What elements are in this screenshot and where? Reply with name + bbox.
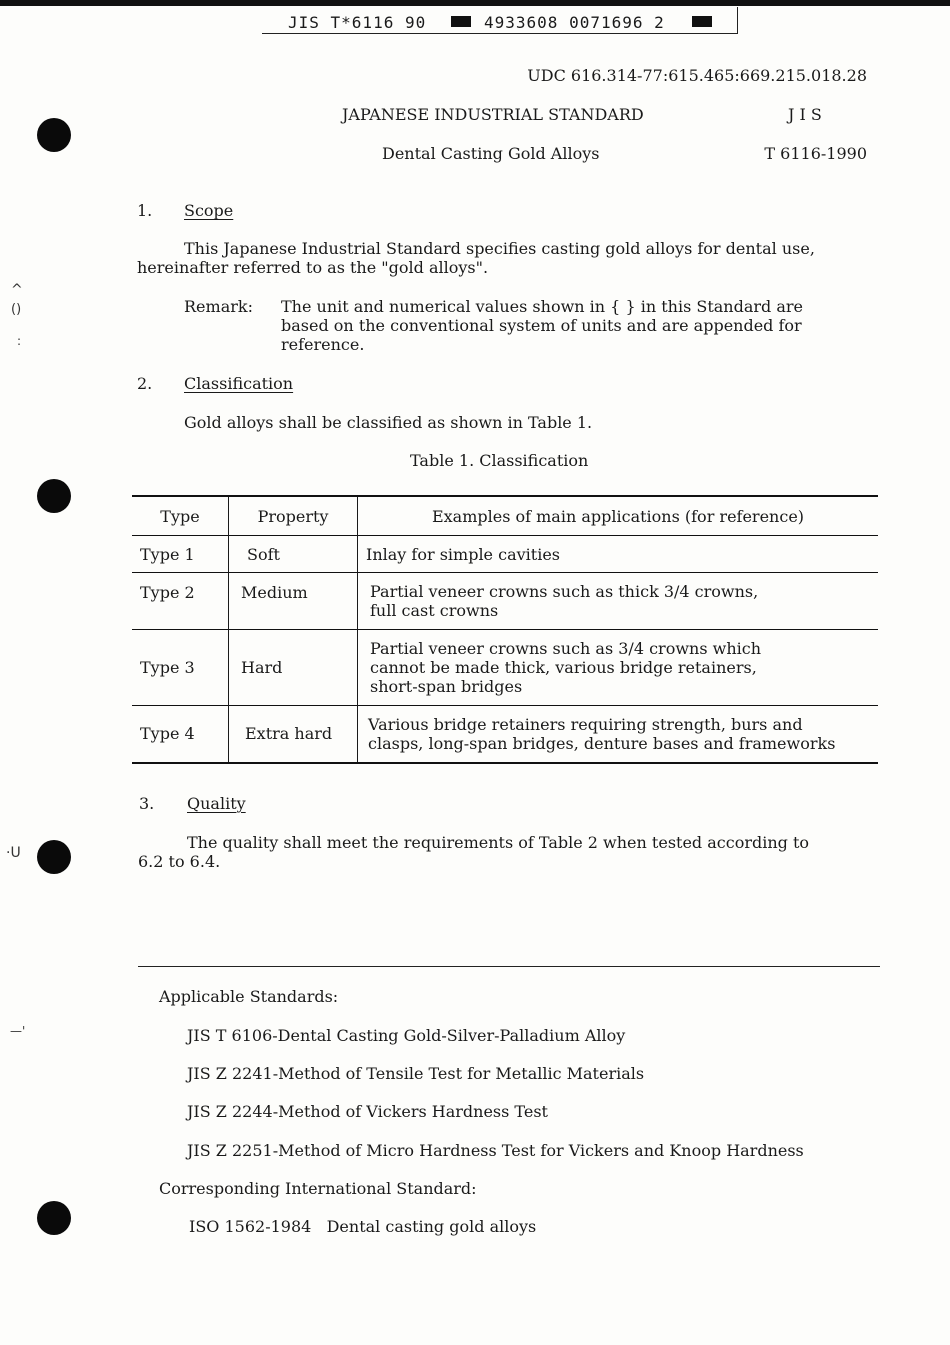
quality-line-2: 6.2 to 6.4. — [138, 852, 221, 871]
section2-title: Classification — [184, 374, 294, 393]
scope-line-1: This Japanese Industrial Standard specifies casting gold alloys for dental use, — [184, 239, 815, 258]
scope-line-2: hereinafter referred to as the "gold alloys". — [137, 258, 489, 277]
punch-hole-2 — [37, 479, 71, 513]
doc-number: T 6116-1990 — [764, 144, 867, 163]
margin-mark-5: —' — [10, 1024, 26, 1038]
corresponding-standard-label: Corresponding International Standard: — [159, 1179, 477, 1198]
type-cell: Type 1 — [140, 544, 195, 564]
corresponding-standard-item: ISO 1562-1984 Dental casting gold alloys — [189, 1217, 537, 1236]
examples-cell — [358, 706, 879, 763]
table-row — [132, 706, 878, 763]
applicable-standard-item: JIS Z 2251-Method of Micro Hardness Test for Vickers and Knoop Hardness — [187, 1141, 804, 1160]
margin-mark-4: ·U — [6, 845, 21, 861]
header-type: Type — [160, 506, 200, 526]
section1-title: Scope — [184, 201, 234, 220]
table-row — [132, 630, 878, 706]
table1-caption: Table 1. Classification — [410, 451, 589, 470]
margin-mark-2: () — [11, 302, 22, 317]
black-block-1 — [451, 16, 471, 27]
type-cell: Type 2 — [140, 583, 195, 602]
section1-number: 1. — [137, 201, 153, 220]
table-row — [132, 573, 878, 630]
code-part-1: JIS T*6116 90 — [288, 13, 427, 32]
table-row — [132, 536, 878, 573]
punch-hole-1 — [37, 118, 71, 152]
remark-line-1: The unit and numerical values shown in { } in this Standard are — [281, 297, 804, 316]
example-line: cannot be made thick, various bridge retainers, — [370, 658, 757, 677]
standard-org: JAPANESE INDUSTRIAL STANDARD — [342, 105, 644, 124]
type-cell: Type 4 — [140, 724, 195, 744]
black-block-2 — [692, 16, 712, 27]
applicable-standards-label: Applicable Standards: — [159, 987, 339, 1006]
jis-mark: J I S — [788, 105, 822, 124]
punch-hole-4 — [37, 1201, 71, 1235]
applicable-standard-item: JIS Z 2244-Method of Vickers Hardness Test — [187, 1102, 548, 1121]
remark-line-3: reference. — [281, 335, 365, 354]
remark-label: Remark: — [184, 297, 253, 316]
code-part-2: 4933608 0071696 2 — [484, 13, 665, 32]
section3-number: 3. — [139, 794, 155, 813]
property-cell: Hard — [229, 630, 358, 706]
examples-cell — [358, 536, 879, 573]
doc-title: Dental Casting Gold Alloys — [382, 144, 600, 163]
margin-mark-3: : — [17, 334, 22, 348]
property-cell: Medium — [229, 573, 358, 630]
udc-number: UDC 616.314-77:615.465:669.215.018.28 — [527, 66, 867, 85]
document-code-header — [262, 7, 738, 34]
applicable-standard-item: JIS T 6106-Dental Casting Gold-Silver-Palladium Alloy — [187, 1026, 626, 1045]
example-line: Partial veneer crowns such as thick 3/4 crowns, — [370, 582, 759, 601]
quality-line-1: The quality shall meet the requirements of Table 2 when tested according to — [187, 833, 810, 852]
section3-title: Quality — [187, 794, 246, 813]
example-line: Partial veneer crowns such as 3/4 crowns which — [370, 639, 762, 658]
remark-line-2: based on the conventional system of units and are appended for — [281, 316, 802, 335]
footnote-separator — [138, 966, 880, 967]
property-cell: Soft — [229, 536, 358, 573]
section2-number: 2. — [137, 374, 153, 393]
quality-paragraph — [138, 833, 809, 871]
examples-cell — [358, 573, 879, 630]
punch-hole-3 — [37, 840, 71, 874]
table-header-row — [132, 496, 878, 536]
remark-text — [281, 297, 803, 354]
example-line: short-span bridges — [370, 677, 523, 696]
example-line: Inlay for simple cavities — [366, 544, 560, 564]
example-line: Various bridge retainers requiring strength, burs and — [368, 714, 803, 734]
header-examples: Examples of main applications (for reference) — [358, 496, 879, 536]
classification-table — [132, 495, 878, 764]
type-cell: Type 3 — [140, 658, 195, 677]
scope-paragraph — [137, 239, 815, 277]
examples-cell — [358, 630, 879, 706]
example-line: clasps, long-span bridges, denture bases and frameworks — [368, 733, 836, 753]
applicable-standard-item: JIS Z 2241-Method of Tensile Test for Metallic Materials — [187, 1064, 645, 1083]
classification-paragraph: Gold alloys shall be classified as shown in Table 1. — [184, 413, 593, 432]
margin-mark-1: ^ — [11, 282, 23, 298]
property-cell: Extra hard — [229, 706, 358, 763]
header-property: Property — [229, 496, 358, 536]
example-line: full cast crowns — [370, 601, 499, 620]
top-scan-bar — [0, 0, 950, 6]
